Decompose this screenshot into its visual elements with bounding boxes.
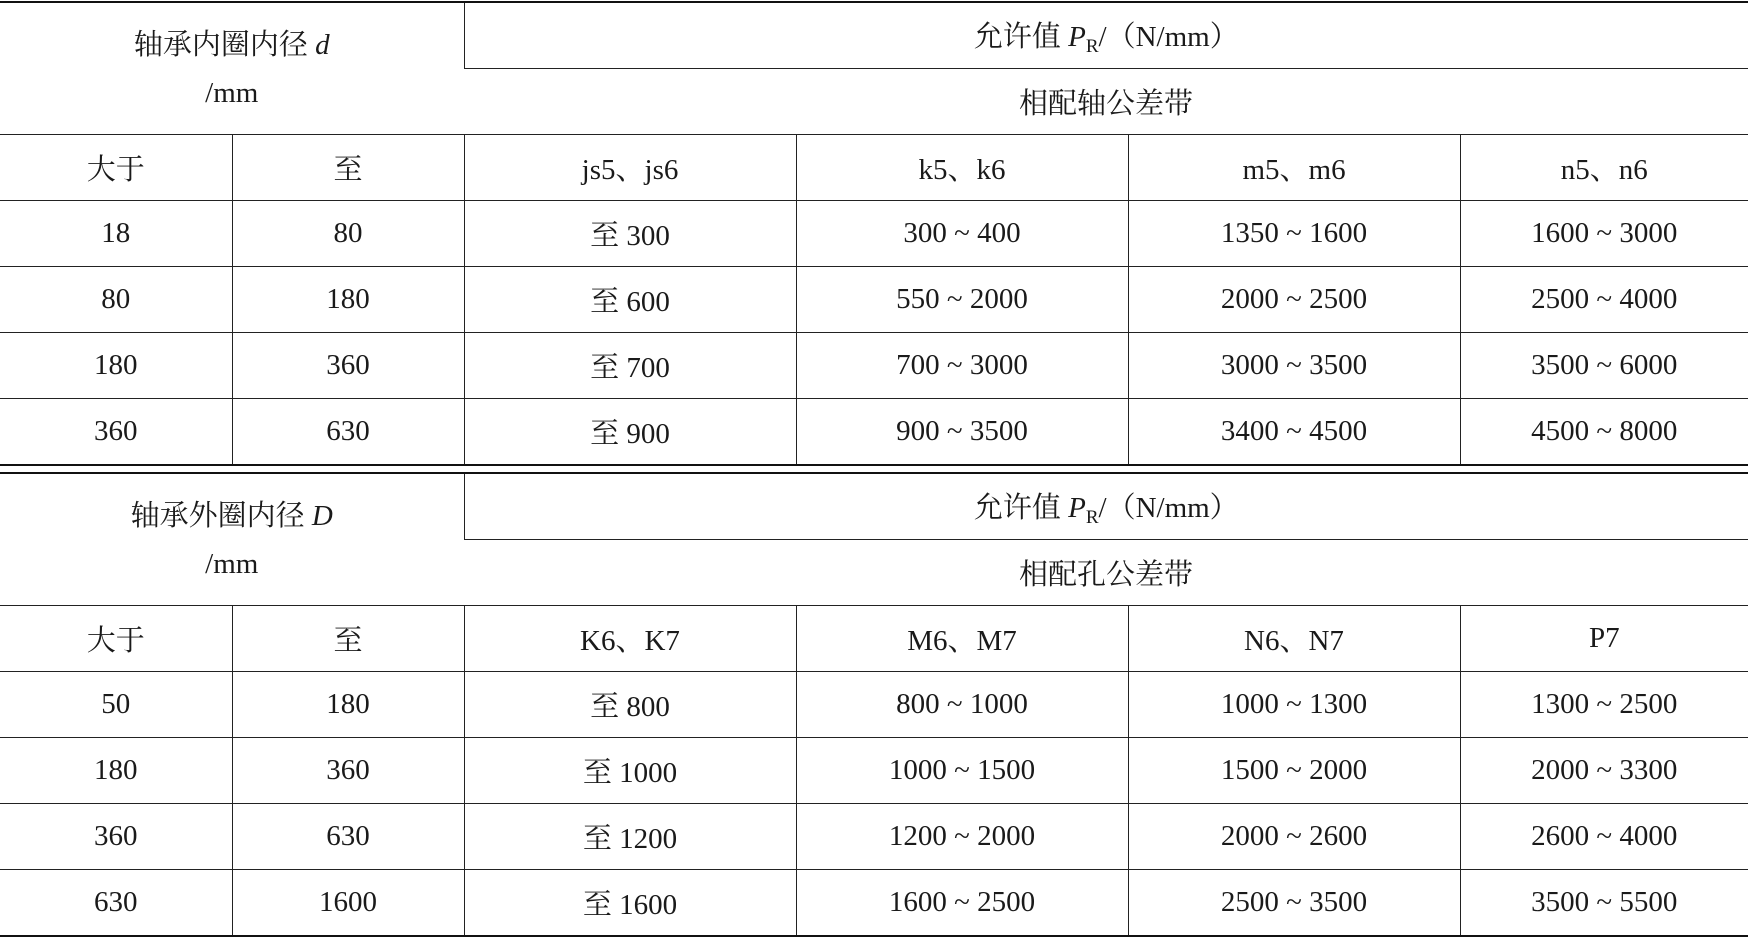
table-row <box>0 870 1748 937</box>
table-cell: 至 800 <box>464 672 796 738</box>
table-cell: 4500 ~ 8000 <box>1460 399 1748 466</box>
table-cell: 1350 ~ 1600 <box>1128 201 1460 267</box>
bore-diameter-header <box>0 2 464 135</box>
table-cell: 至 600 <box>464 267 796 333</box>
table-cell: 630 <box>232 804 464 870</box>
dimension-label: 轴承外圈内径 <box>130 499 305 532</box>
table-cell: 360 <box>0 399 232 466</box>
tolerance-zone-header: 相配孔公差带 <box>464 540 1748 606</box>
tolerance-class-header: n5、n6 <box>1460 135 1748 201</box>
table-cell: 300 ~ 400 <box>796 201 1128 267</box>
table-cell: 800 ~ 1000 <box>796 672 1128 738</box>
table-row <box>0 672 1748 738</box>
table-cell: 1500 ~ 2000 <box>1128 738 1460 804</box>
table-cell: 1200 ~ 2000 <box>796 804 1128 870</box>
allowable-pressure-header <box>464 473 1748 540</box>
allowable-pressure-header <box>464 2 1748 69</box>
table-cell: 至 1600 <box>464 870 796 937</box>
pressure-prefix: 允许值 <box>973 20 1061 53</box>
dimension-label: 轴承内圈内径 <box>133 28 308 61</box>
table-cell: 80 <box>232 201 464 267</box>
tolerance-class-header: m5、m6 <box>1128 135 1460 201</box>
pressure-prefix: 允许值 <box>973 491 1061 524</box>
tolerance-class-header: P7 <box>1460 606 1748 672</box>
table-cell: 180 <box>0 333 232 399</box>
pressure-subscript: R <box>1085 506 1099 528</box>
table-cell: 至 900 <box>464 399 796 466</box>
pressure-unit: /（N/mm） <box>1098 20 1239 53</box>
table-cell: 2000 ~ 2600 <box>1128 804 1460 870</box>
dimension-unit: /mm <box>205 547 259 580</box>
table-cell: 550 ~ 2000 <box>796 267 1128 333</box>
table-cell: 18 <box>0 201 232 267</box>
col-from-header: 大于 <box>0 135 232 201</box>
table-cell: 360 <box>0 804 232 870</box>
table-cell: 50 <box>0 672 232 738</box>
table-cell: 3500 ~ 6000 <box>1460 333 1748 399</box>
table-cell: 700 ~ 3000 <box>796 333 1128 399</box>
pressure-unit: /（N/mm） <box>1098 491 1239 524</box>
table-cell: 3400 ~ 4500 <box>1128 399 1460 466</box>
table-cell: 3500 ~ 5500 <box>1460 870 1748 937</box>
table-cell: 630 <box>232 399 464 466</box>
table-cell: 180 <box>232 672 464 738</box>
table-cell: 1000 ~ 1500 <box>796 738 1128 804</box>
tolerance-class-header: k5、k6 <box>796 135 1128 201</box>
table-cell: 180 <box>0 738 232 804</box>
table-row <box>0 738 1748 804</box>
table-cell: 1600 ~ 2500 <box>796 870 1128 937</box>
tolerance-class-header: M6、M7 <box>796 606 1128 672</box>
table-cell: 360 <box>232 738 464 804</box>
column-header-row <box>0 606 1748 672</box>
housing-diameter-header <box>0 473 464 606</box>
table-row <box>0 399 1748 466</box>
pressure-symbol: P <box>1068 491 1086 524</box>
tolerance-class-header: js5、js6 <box>464 135 796 201</box>
tolerance-class-header: K6、K7 <box>464 606 796 672</box>
table-cell: 3000 ~ 3500 <box>1128 333 1460 399</box>
col-from-header: 大于 <box>0 606 232 672</box>
table-cell: 180 <box>232 267 464 333</box>
table-cell: 2000 ~ 2500 <box>1128 267 1460 333</box>
table-row <box>0 804 1748 870</box>
outer-ring-pressure-table <box>0 472 1748 937</box>
pressure-subscript: R <box>1085 35 1099 57</box>
table-cell: 至 700 <box>464 333 796 399</box>
table-cell: 至 1200 <box>464 804 796 870</box>
table-row <box>0 201 1748 267</box>
table-cell: 630 <box>0 870 232 937</box>
table-cell: 2000 ~ 3300 <box>1460 738 1748 804</box>
table-cell: 2600 ~ 4000 <box>1460 804 1748 870</box>
tolerance-class-header: N6、N7 <box>1128 606 1460 672</box>
table-cell: 1000 ~ 1300 <box>1128 672 1460 738</box>
table-cell: 至 1000 <box>464 738 796 804</box>
table-cell: 1600 <box>232 870 464 937</box>
table-cell: 2500 ~ 3500 <box>1128 870 1460 937</box>
dimension-symbol: d <box>315 28 330 61</box>
dimension-unit: /mm <box>205 76 259 109</box>
table-cell: 360 <box>232 333 464 399</box>
tolerance-zone-header: 相配轴公差带 <box>464 69 1748 135</box>
table-row <box>0 267 1748 333</box>
table-row <box>0 333 1748 399</box>
dimension-symbol: D <box>311 499 333 532</box>
table-cell: 900 ~ 3500 <box>796 399 1128 466</box>
header-row <box>0 2 1748 69</box>
table-cell: 1300 ~ 2500 <box>1460 672 1748 738</box>
table-cell: 80 <box>0 267 232 333</box>
pressure-symbol: P <box>1068 20 1086 53</box>
inner-ring-pressure-table <box>0 1 1748 466</box>
col-to-header: 至 <box>232 135 464 201</box>
col-to-header: 至 <box>232 606 464 672</box>
table-cell: 至 300 <box>464 201 796 267</box>
table-cell: 1600 ~ 3000 <box>1460 201 1748 267</box>
table-cell: 2500 ~ 4000 <box>1460 267 1748 333</box>
header-row <box>0 473 1748 540</box>
column-header-row <box>0 135 1748 201</box>
